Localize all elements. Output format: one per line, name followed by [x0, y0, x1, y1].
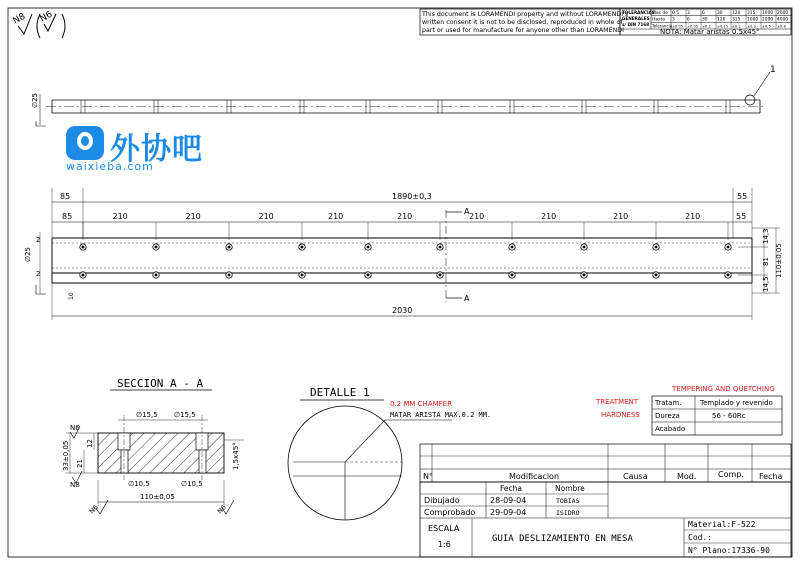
mounting-hole-center	[655, 274, 658, 277]
treat-val-1: Templado y revenido	[700, 399, 773, 407]
section-finish-bottom-right: N6	[215, 503, 228, 516]
detail-note: MATAR ARISTA MAX.0.2 MM.	[390, 411, 492, 419]
treatment-label: TREATMENT	[596, 398, 639, 406]
finish-alt-label: N6	[38, 9, 55, 25]
tolerance-cell: ±0.05	[672, 24, 684, 29]
mounting-hole-center	[583, 274, 586, 277]
mounting-hole-center	[82, 274, 85, 277]
treat-key-3: Acabado	[655, 425, 686, 433]
dim-left-2-bottom: 2	[36, 270, 41, 278]
detail-title: DETALLE 1	[310, 386, 370, 399]
dim-overall: 1890±0,3	[392, 192, 432, 201]
tolerance-cell: 3	[687, 11, 690, 16]
dim-pitch: 210	[397, 212, 413, 221]
detail-1	[288, 386, 491, 520]
mounting-hole-center	[301, 274, 304, 277]
section-chamfer: 1,5x45°	[232, 442, 240, 470]
mounting-hole-center	[301, 246, 304, 249]
tolerance-cell: ±0.8	[777, 24, 786, 29]
tolerance-cell: ±0.5	[762, 24, 771, 29]
dim-left-edge-top: 85	[60, 192, 71, 201]
mounting-hole-center	[367, 246, 370, 249]
tolerance-cell: 120	[732, 11, 741, 16]
tb-date-1: 28-09-04	[490, 496, 527, 505]
tb-cod: Cod.:	[688, 533, 713, 542]
notice-line-1: This document is LORAMENDI property and without LORAMENDI's	[422, 11, 629, 18]
dim-pitch: 210	[328, 212, 344, 221]
mounting-hole-center	[511, 274, 514, 277]
tolerance-cell: 315	[747, 11, 756, 16]
tolerance-cell: 0.5	[672, 11, 679, 16]
tb-h-nombre: Nombre	[555, 484, 585, 493]
logo-text-cn: 外协吧	[110, 132, 203, 167]
tolerance-label-3: s/ DIN 7168	[622, 22, 650, 27]
mounting-hole-center	[228, 246, 231, 249]
dim-total: 2030	[392, 306, 413, 315]
tolerance-cell: ±0.1	[702, 24, 711, 29]
mounting-hole-center	[439, 274, 442, 277]
section-height-33: 33±0,05	[62, 440, 70, 471]
dim-pitch: 210	[185, 212, 201, 221]
rev-col-comp: Comp.	[718, 470, 744, 479]
tb-name-1: TOBIAS	[556, 497, 580, 505]
dim-left-2-top: 2	[36, 236, 41, 244]
tolerance-cell: 30	[717, 11, 723, 16]
tolerance-cell: 2000	[762, 17, 774, 23]
mounting-hole-center	[439, 246, 442, 249]
dim-pitch: 210	[613, 212, 629, 221]
tb-name-2: ISIDRO	[556, 509, 580, 517]
section-a-a	[62, 377, 244, 515]
rev-col-no: N°	[423, 472, 433, 481]
mounting-hole-center	[155, 274, 158, 277]
tb-role-1: Dibujado	[424, 496, 460, 505]
logo-text-en: waixieba.com	[66, 160, 154, 173]
treatment-table	[595, 385, 782, 435]
side-diameter-label: ∅25	[31, 92, 39, 108]
mounting-hole-center	[727, 246, 730, 249]
mounting-hole-center	[511, 246, 514, 249]
mounting-hole-center	[155, 246, 158, 249]
detail-red-note: 0.2 MM CHAMFER	[390, 400, 452, 408]
treat-key-1: Tratam.	[655, 399, 682, 407]
tb-escala-label: ESCALA	[428, 524, 460, 533]
dim-left-10: 10	[68, 292, 75, 300]
surface-finish-symbol	[12, 10, 66, 38]
tolerance-cell: 30	[702, 17, 708, 23]
dim-right-81: 81	[762, 257, 770, 266]
dim-right-edge-top: 55	[737, 192, 748, 201]
row-label-hasta: Hasta	[652, 17, 666, 23]
tolerance-label-2: GENERALES	[622, 16, 650, 21]
notice-line-3: part or used for manufacture for anyone other than LORAMENDI	[422, 27, 624, 34]
dim-left-edge: 85	[62, 212, 73, 221]
notice-line-2: written consent it is not to be disclosed, reproduced in whole of	[422, 19, 623, 26]
title-block	[420, 482, 791, 557]
watermark-logo	[66, 124, 216, 173]
tolerance-cell: ±0.2	[732, 24, 741, 29]
row-label-tolerancia: Tolerancia	[652, 23, 673, 29]
section-d105-right: ∅10,5	[181, 480, 203, 488]
mounting-hole-center	[82, 246, 85, 249]
nota-text: NOTA: Matar aristas 0.5x45°	[660, 28, 760, 36]
dim-pitch: 210	[258, 212, 274, 221]
section-height-12: 12	[86, 439, 94, 448]
mounting-hole-center	[583, 246, 586, 249]
side-view	[31, 65, 776, 126]
tolerance-cell: 120	[717, 17, 726, 23]
tb-escala: 1:6	[438, 540, 451, 549]
property-notice	[420, 9, 628, 35]
tolerance-cell: 2000	[777, 11, 789, 16]
tolerance-label-1: TOLERANCIAS	[622, 10, 655, 15]
treatment-heading: TEMPERING AND QUETCHING	[672, 385, 775, 393]
section-d105-left: ∅10,5	[128, 480, 150, 488]
plan-view	[24, 188, 783, 320]
tolerance-cell: ±0.3	[747, 24, 756, 29]
tolerance-table	[620, 9, 791, 36]
section-mark-top: A	[464, 207, 470, 216]
section-finish-n6: N6	[70, 424, 80, 432]
rev-col-modby: Mod.	[677, 472, 697, 481]
dim-right-110: 110±0,05	[775, 243, 783, 278]
tolerance-cell: 4000	[777, 17, 789, 23]
section-finish-bottom-left: N6	[87, 503, 100, 516]
tolerance-cell: 3	[672, 17, 675, 23]
tb-date-2: 29-09-04	[490, 508, 527, 517]
tolerance-cell: 315	[732, 17, 741, 23]
row-label-mas-de: Mas de	[652, 11, 669, 16]
tb-plano: N° Plano:17336-90	[688, 546, 770, 555]
section-finish-n8: N8	[70, 481, 80, 489]
section-d155-left: ∅15,5	[136, 411, 158, 419]
rev-col-causa: Causa	[623, 472, 648, 481]
section-width: 110±0,05	[140, 493, 175, 501]
tolerance-cell: 1000	[762, 11, 774, 16]
logo-icon	[66, 126, 104, 160]
tb-h-fecha: Fecha	[500, 484, 522, 493]
tb-material: Material:F-522	[688, 520, 756, 529]
section-title: SECCION A - A	[117, 377, 204, 390]
tolerance-cell: ±0.05	[687, 24, 699, 29]
section-mark-bottom: A	[464, 294, 470, 303]
dim-pitch: 210	[541, 212, 557, 221]
dim-right-14-3: 14,3	[762, 228, 770, 244]
revision-table	[420, 444, 791, 482]
dim-right-14-5: 14,5	[762, 276, 770, 292]
section-d155-right: ∅15,5	[174, 411, 196, 419]
tolerance-cell: ±0.15	[717, 24, 729, 29]
mounting-hole-center	[655, 246, 658, 249]
rev-col-fecha: Fecha	[759, 472, 783, 481]
dim-pitch: 210	[685, 212, 701, 221]
tolerance-cell: 1000	[747, 17, 759, 23]
dim-pitch: 210	[112, 212, 128, 221]
mounting-hole-center	[727, 274, 730, 277]
plan-diameter-label: ∅25	[24, 246, 32, 262]
section-height-21: 21	[76, 459, 84, 468]
finish-main-label: N8	[11, 11, 28, 27]
detail-balloon-label: 1	[770, 65, 776, 75]
mounting-hole-center	[228, 274, 231, 277]
tb-title: GUIA DESLIZAMIENTO EN MESA	[492, 534, 633, 544]
tolerance-cell: 6	[687, 17, 690, 23]
treat-key-2: Dureza	[655, 412, 680, 420]
mounting-hole-center	[367, 274, 370, 277]
sheet-border	[8, 8, 792, 557]
hardness-label: HARDNESS	[601, 411, 640, 419]
treat-val-2: 56 - 60Rc	[712, 412, 746, 420]
tolerance-cell: 6	[702, 11, 705, 16]
rev-col-mod: Modificacion	[509, 472, 560, 481]
dim-right-edge: 55	[736, 212, 747, 221]
dim-pitch: 210	[469, 212, 485, 221]
tb-role-2: Comprobado	[424, 508, 476, 517]
